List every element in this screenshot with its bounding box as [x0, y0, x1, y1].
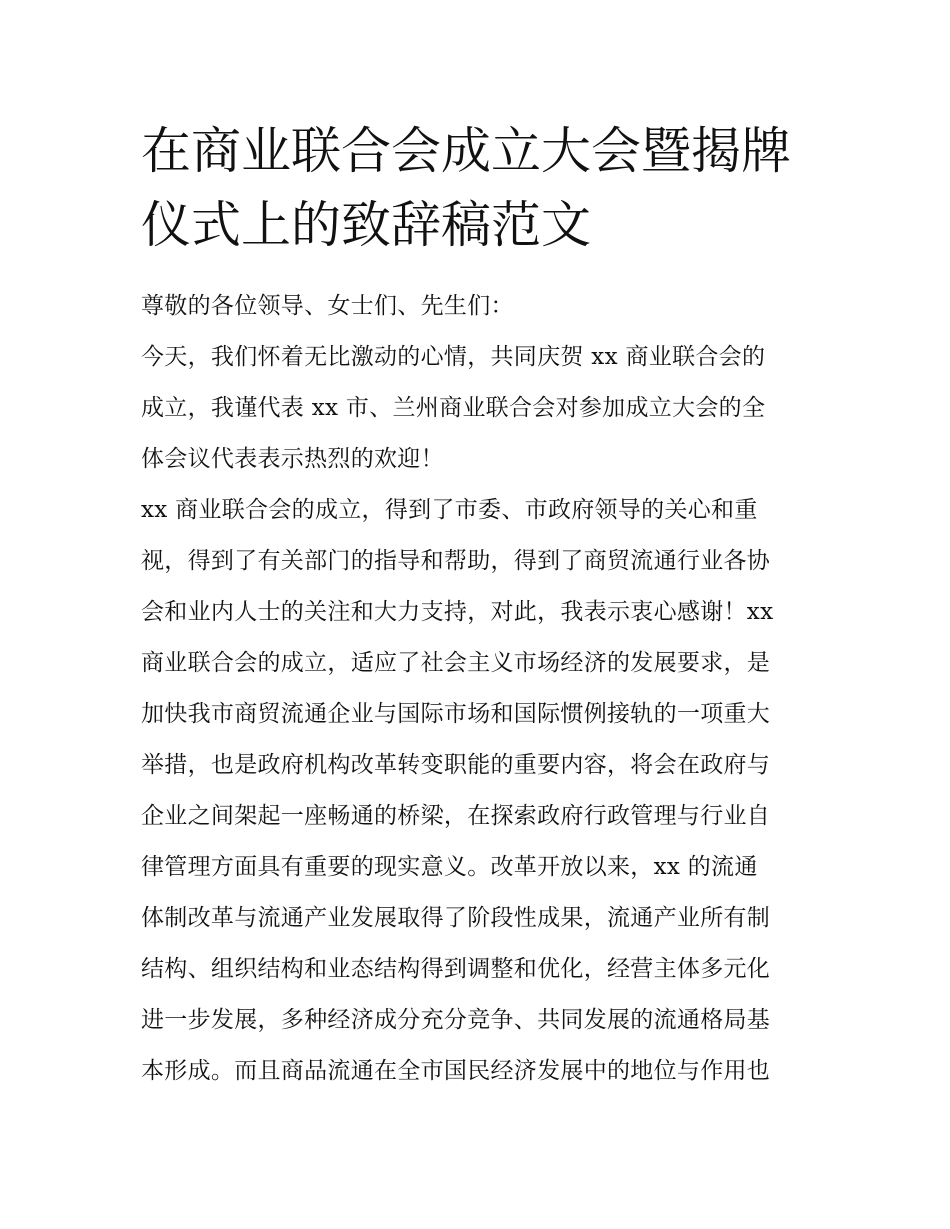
body-line: 体会议代表表示热烈的欢迎！ — [141, 446, 444, 472]
document-title — [141, 114, 841, 262]
body-line: 本形成。而且商品流通在全市国民经济发展中的地位与作用也 — [141, 1058, 771, 1084]
body-line: 视，得到了有关部门的指导和帮助，得到了商贸流通行业各协 — [141, 548, 771, 574]
body-line: 结构、组织结构和业态结构得到调整和优化，经营主体多元化 — [141, 956, 771, 982]
body-line: xx 商业联合会的成立，得到了市委、市政府领导的关心和重 — [141, 497, 758, 523]
document-body — [141, 281, 821, 1097]
body-line: 体制改革与流通产业发展取得了阶段性成果，流通产业所有制 — [141, 905, 771, 931]
salutation-line: 尊敬的各位领导、女士们、先生们： — [141, 293, 514, 319]
body-line: 进一步发展，多种经济成分充分竞争、共同发展的流通格局基 — [141, 1007, 771, 1033]
title-line: 在商业联合会成立大会暨揭牌 — [141, 122, 791, 180]
body-line: 今天，我们怀着无比激动的心情，共同庆贺 xx 商业联合会的 — [141, 344, 766, 370]
body-line: 成立，我谨代表 xx 市、兰州商业联合会对参加成立大会的全 — [141, 395, 766, 421]
body-line: 商业联合会的成立，适应了社会主义市场经济的发展要求，是 — [141, 650, 771, 676]
body-line: 举措，也是政府机构改革转变职能的重要内容，将会在政府与 — [141, 752, 771, 778]
body-line: 律管理方面具有重要的现实意义。改革开放以来，xx 的流通 — [141, 854, 758, 880]
title-line: 仪式上的致辞稿范文 — [141, 196, 591, 254]
body-line: 加快我市商贸流通企业与国际市场和国际惯例接轨的一项重大 — [141, 701, 771, 727]
body-line: 会和业内人士的关注和大力支持，对此，我表示衷心感谢！xx — [141, 599, 774, 625]
body-line: 企业之间架起一座畅通的桥梁，在探索政府行政管理与行业自 — [141, 803, 771, 829]
